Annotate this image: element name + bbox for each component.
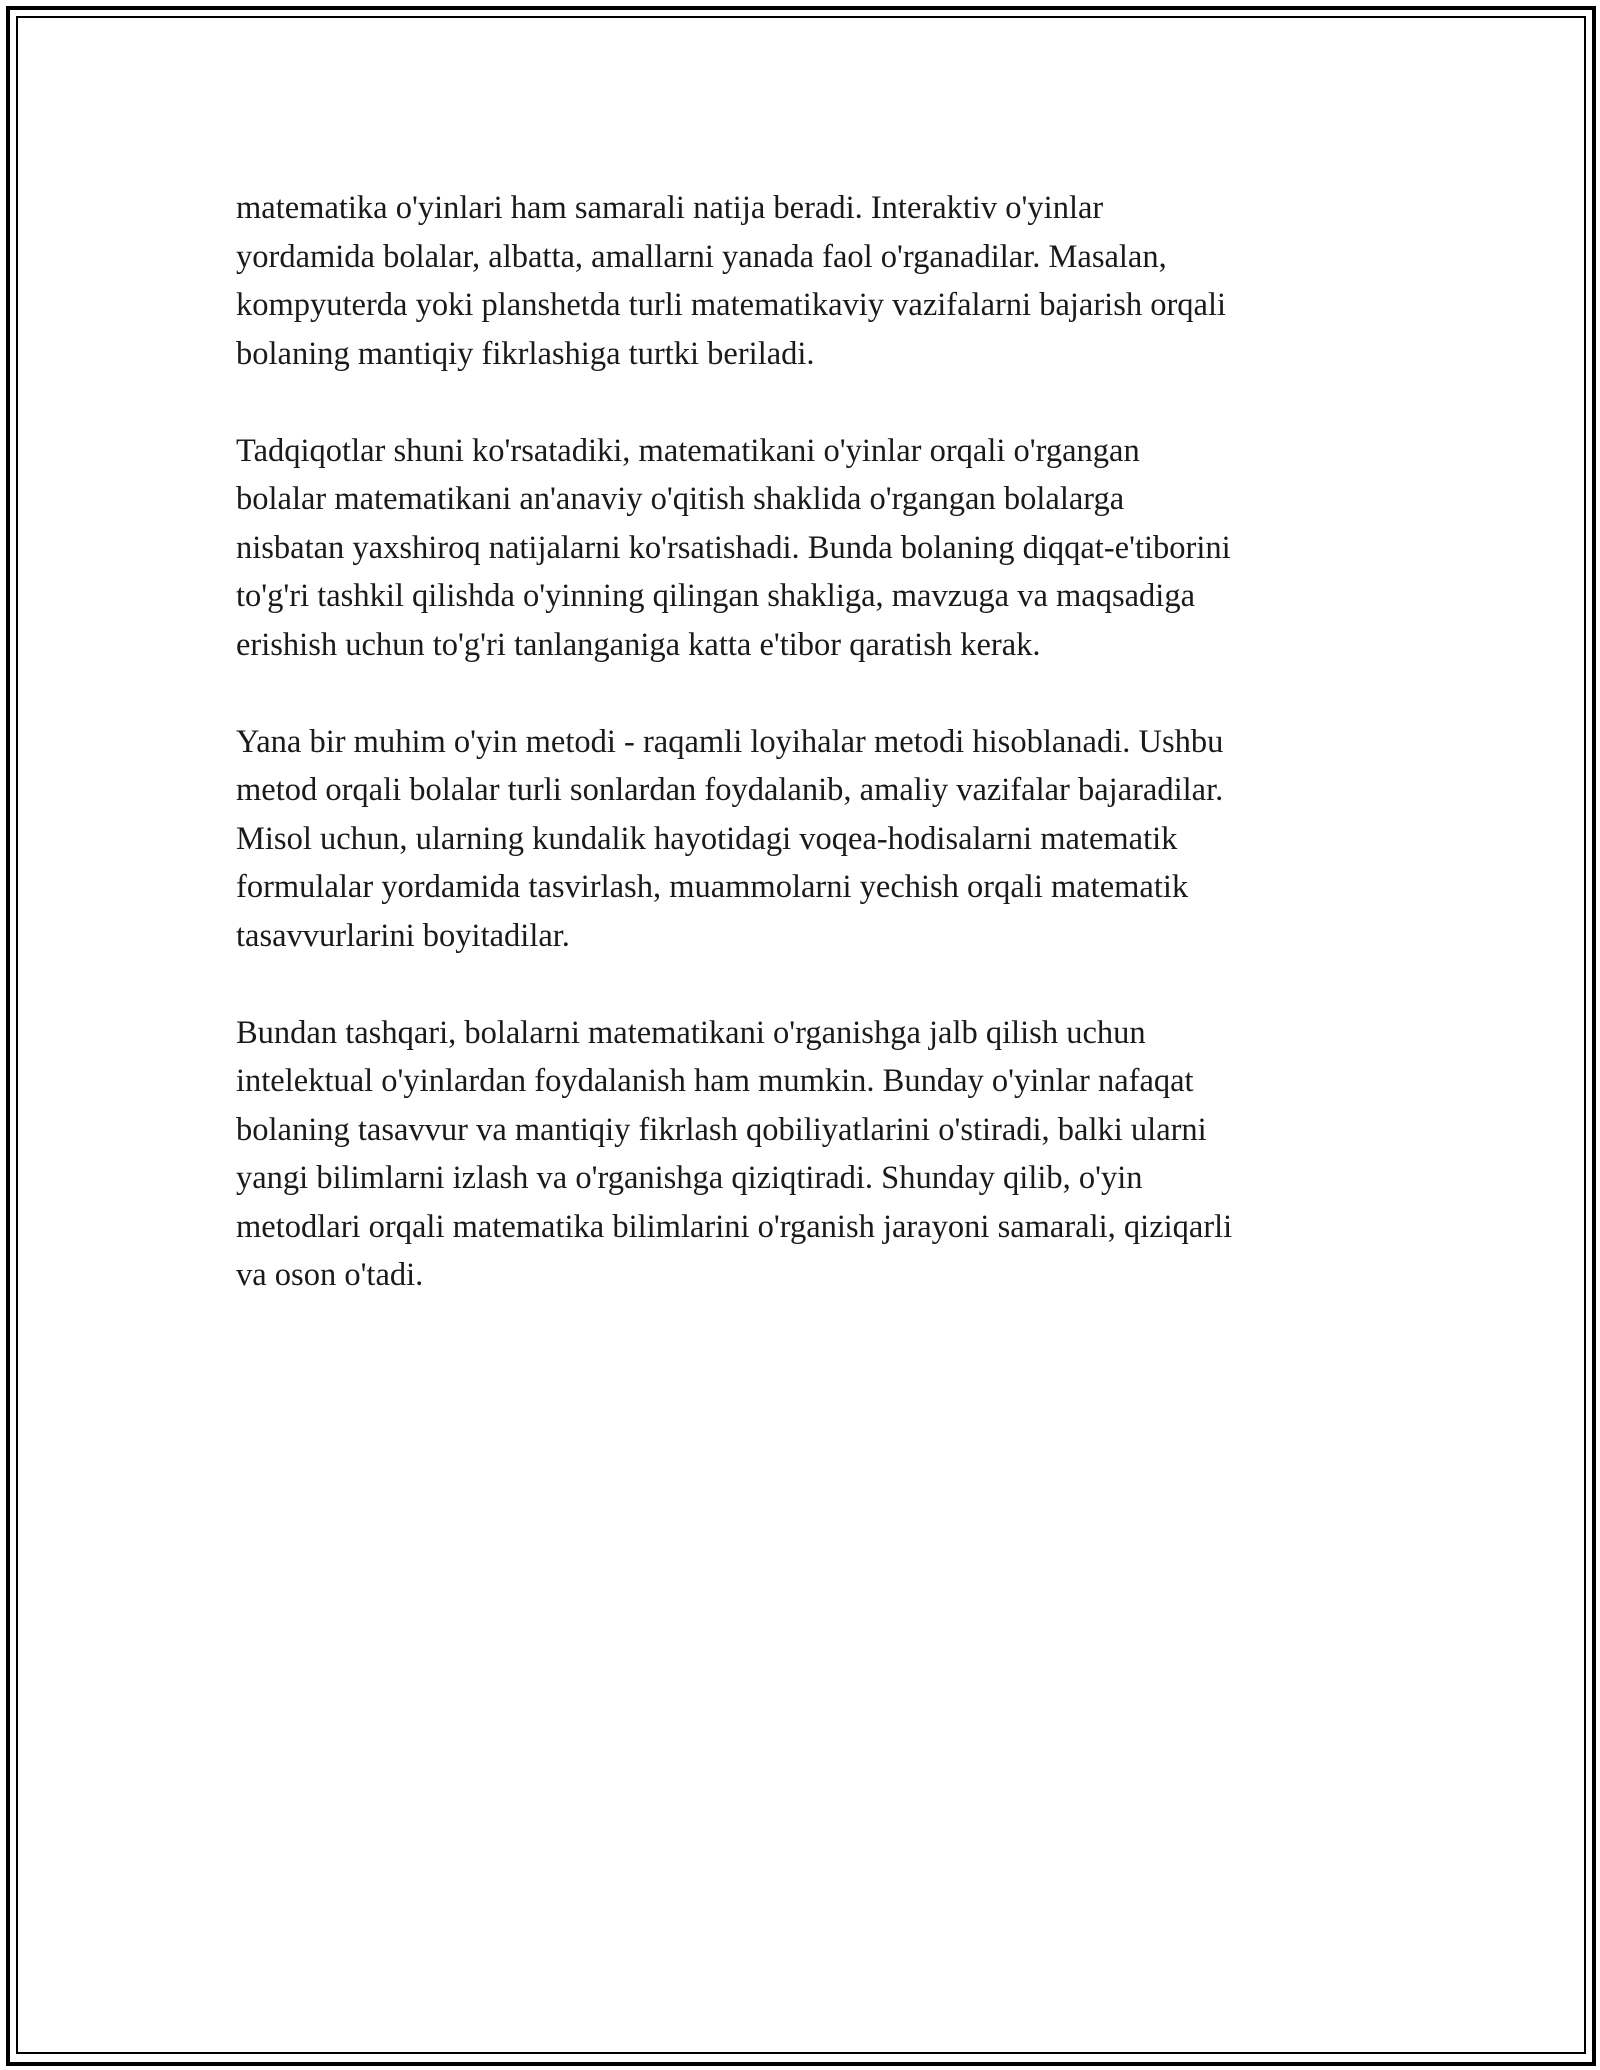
paragraph-3: [236, 718, 1366, 961]
text-line: bolaning mantiqiy fikrlashiga turtki beriladi.: [236, 335, 815, 372]
text-line: Misol uchun, ularning kundalik hayotidagi voqea-hodisalarni matematik: [236, 820, 1178, 857]
text-line: yangi bilimlarni izlash va o'rganishga qiziqtiradi. Shunday qilib, o'yin: [236, 1160, 1143, 1196]
text-line: bolalar matematikani an'anaviy o'qitish shaklida o'rgangan bolalarga: [236, 481, 1125, 517]
text-line: erishish uchun to'g'ri tanlanganiga katta e'tibor qaratish kerak.: [236, 626, 1041, 663]
text-line: kompyuterda yoki planshetda turli matematikaviy vazifalarni bajarish orqali: [236, 287, 1227, 323]
paragraph-4: [236, 1009, 1366, 1300]
text-line: Yana bir muhim o'yin metodi - raqamli loyihalar metodi hisoblanadi. Ushbu: [236, 723, 1224, 760]
text-line: Tadqiqotlar shuni ko'rsatadiki, matematikani o'yinlar orqali o'rgangan: [236, 432, 1140, 469]
text-line: to'g'ri tashkil qilishda o'yinning qilingan shakliga, mavzuga va maqsadiga: [236, 578, 1195, 614]
text-line: formulalar yordamida tasvirlash, muammolarni yechish orqali matematik: [236, 869, 1189, 905]
paragraph-2: [236, 427, 1366, 670]
text-line: bolaning tasavvur va mantiqiy fikrlash qobiliyatlarini o'stiradi, balki ularni: [236, 1111, 1207, 1148]
text-line: tasavvurlarini boyitadilar.: [236, 917, 570, 954]
document-body: [236, 184, 1366, 1348]
text-line: va oson o'tadi.: [236, 1257, 424, 1293]
text-line: nisbatan yaxshiroq natijalarni ko'rsatishadi. Bunda bolaning diqqat-e'tiborini: [236, 529, 1231, 566]
text-line: Bundan tashqari, bolalarni matematikani o'rganishga jalb qilish uchun: [236, 1014, 1146, 1051]
text-line: matematika o'yinlari ham samarali natija beradi. Interaktiv o'yinlar: [236, 190, 1104, 226]
text-line: yordamida bolalar, albatta, amallarni yanada faol o'rganadilar. Masalan,: [236, 238, 1167, 275]
text-line: intelektual o'yinlardan foydalanish ham mumkin. Bunday o'yinlar nafaqat: [236, 1063, 1194, 1099]
text-line: metodlari orqali matematika bilimlarini o'rganish jarayoni samarali, qiziqarli: [236, 1208, 1233, 1245]
text-line: metod orqali bolalar turli sonlardan foydalanib, amaliy vazifalar bajaradilar.: [236, 772, 1224, 808]
paragraph-1: [236, 184, 1366, 378]
